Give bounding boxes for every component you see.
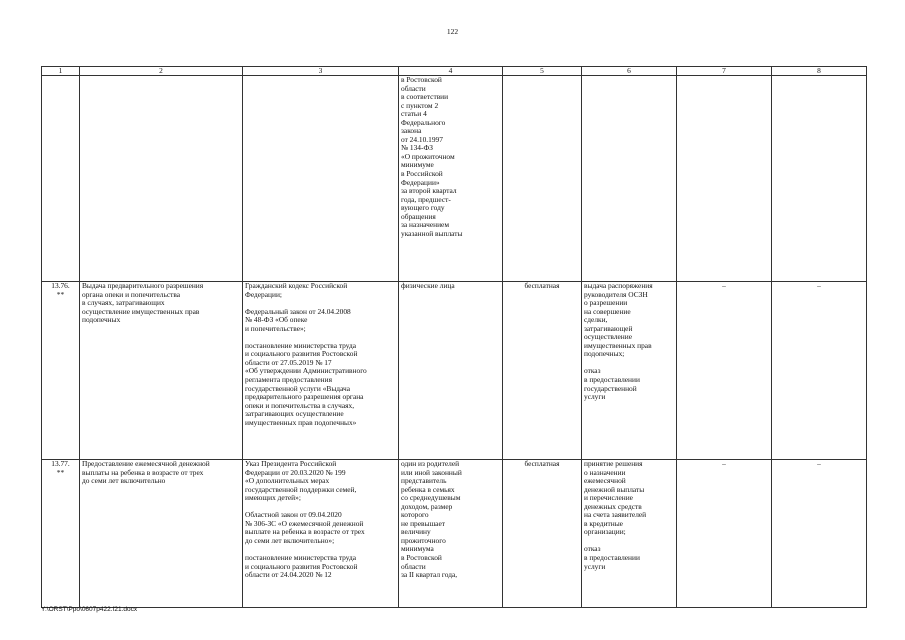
col8-cell [772,76,867,282]
recipients-cell [399,282,503,460]
cost-cell [503,76,582,282]
col7-cell [677,460,772,608]
legal-basis: Гражданский кодекс Российской Федерации; Федеральный закон от 24.04.2008 № 48-ФЗ «Об опеке и попечительстве»; постановление министерства труда и социального развития Ростовской области от 27.05.2019 № 17 «Об утверждении Административного регламента предоставления государственной услуги «Выдача предварительного разрешения органа опеки и попечительства в случаях, затрагивающих осуществление имущественных прав подопечных» [245,281,367,427]
table-row [42,282,867,460]
col7-cell [677,76,772,282]
legal-basis-cell [243,76,399,282]
table-row [42,460,867,608]
service-name: Предоставление ежемесячной денежной выплаты на ребенка в возрасте от трех до семи лет включительно [82,459,210,486]
row-number-cell [42,282,80,460]
header-cell: 8 [772,67,867,76]
header-cell: 1 [42,67,80,76]
cost-cell [503,282,582,460]
header-cell: 2 [80,67,243,76]
col8-cell [772,282,867,460]
table-row [42,76,867,282]
service-name-cell [80,460,243,608]
header-cell: 6 [582,67,677,76]
page-number: 122 [446,27,459,36]
services-table [41,66,867,608]
header-row [42,67,867,76]
col7-value: – [722,459,726,468]
service-name-cell [80,76,243,282]
header-cell: 7 [677,67,772,76]
header-cell: 4 [399,67,503,76]
footer-file-path: Y:\ORST\Ppo\0607p422.f21.docx [41,606,138,613]
recipients-cell [399,460,503,608]
recipients: физические лица [401,281,455,290]
result: выдача распоряжения руководителя ОСЗН о разрешении на совершение сделки, затрагивающей осуществление имущественных прав подопечных; отказ в предоставлении государственной услуги [584,281,653,402]
col7-value: – [722,281,726,290]
row-number-cell [42,76,80,282]
row-mark: ** [56,289,65,299]
col8-cell [772,460,867,608]
row-mark: ** [56,467,65,477]
recipients-cell [399,76,503,282]
service-name: Выдача предварительного разрешения органа опеки и попечительства в случаях, затрагивающих осуществление имущественных прав подопечных [82,281,204,325]
cost: бесплатная [524,281,560,290]
result: принятие решения о назначении ежемесячной денежной выплаты и перечисление денежных средств на счета заявителей в кредитные организации; отказ в предоставлении услуги [584,459,647,571]
legal-basis-cell [243,460,399,608]
row-number: 13.77. [51,459,70,468]
recipients: в Ростовской области в соответствии с пунктом 2 статьи 4 Федерального закона от 24.10.1997 № 134-ФЗ «О прожиточном минимуме в Российской Федерации» за второй квартал года, предшест- вующего году обращения за назначением указанной выплаты [401,75,463,238]
col8-value: – [817,281,821,290]
recipients: один из родителей или иной законный представитель ребенка в семьях со среднедушевым доходом, размер которого не превышает величину прожиточного минимума в Ростовской области за II квартал года, [401,459,462,580]
row-number-cell [42,460,80,608]
header-cell: 3 [243,67,399,76]
cost-cell [503,460,582,608]
header-cell: 5 [503,67,582,76]
legal-basis: Указ Президента Российской Федерации от 20.03.2020 № 199 «О дополнительных мерах государственной поддержки семей, имеющих детей»; Областной закон от 09.04.2020 № 306-ЗС «О ежемесячной денежной выплате на ребенка в возрасте от трех до семи лет включительно»; постановление министерства труда и социального развития Ростовской области от 24.04.2020 № 12 [245,459,365,580]
legal-basis-cell [243,282,399,460]
result-cell [582,282,677,460]
result-cell [582,460,677,608]
row-number: 13.76. [51,281,70,290]
col8-value: – [817,459,821,468]
service-name-cell [80,282,243,460]
result-cell [582,76,677,282]
cost: бесплатная [524,459,560,468]
col7-cell [677,282,772,460]
